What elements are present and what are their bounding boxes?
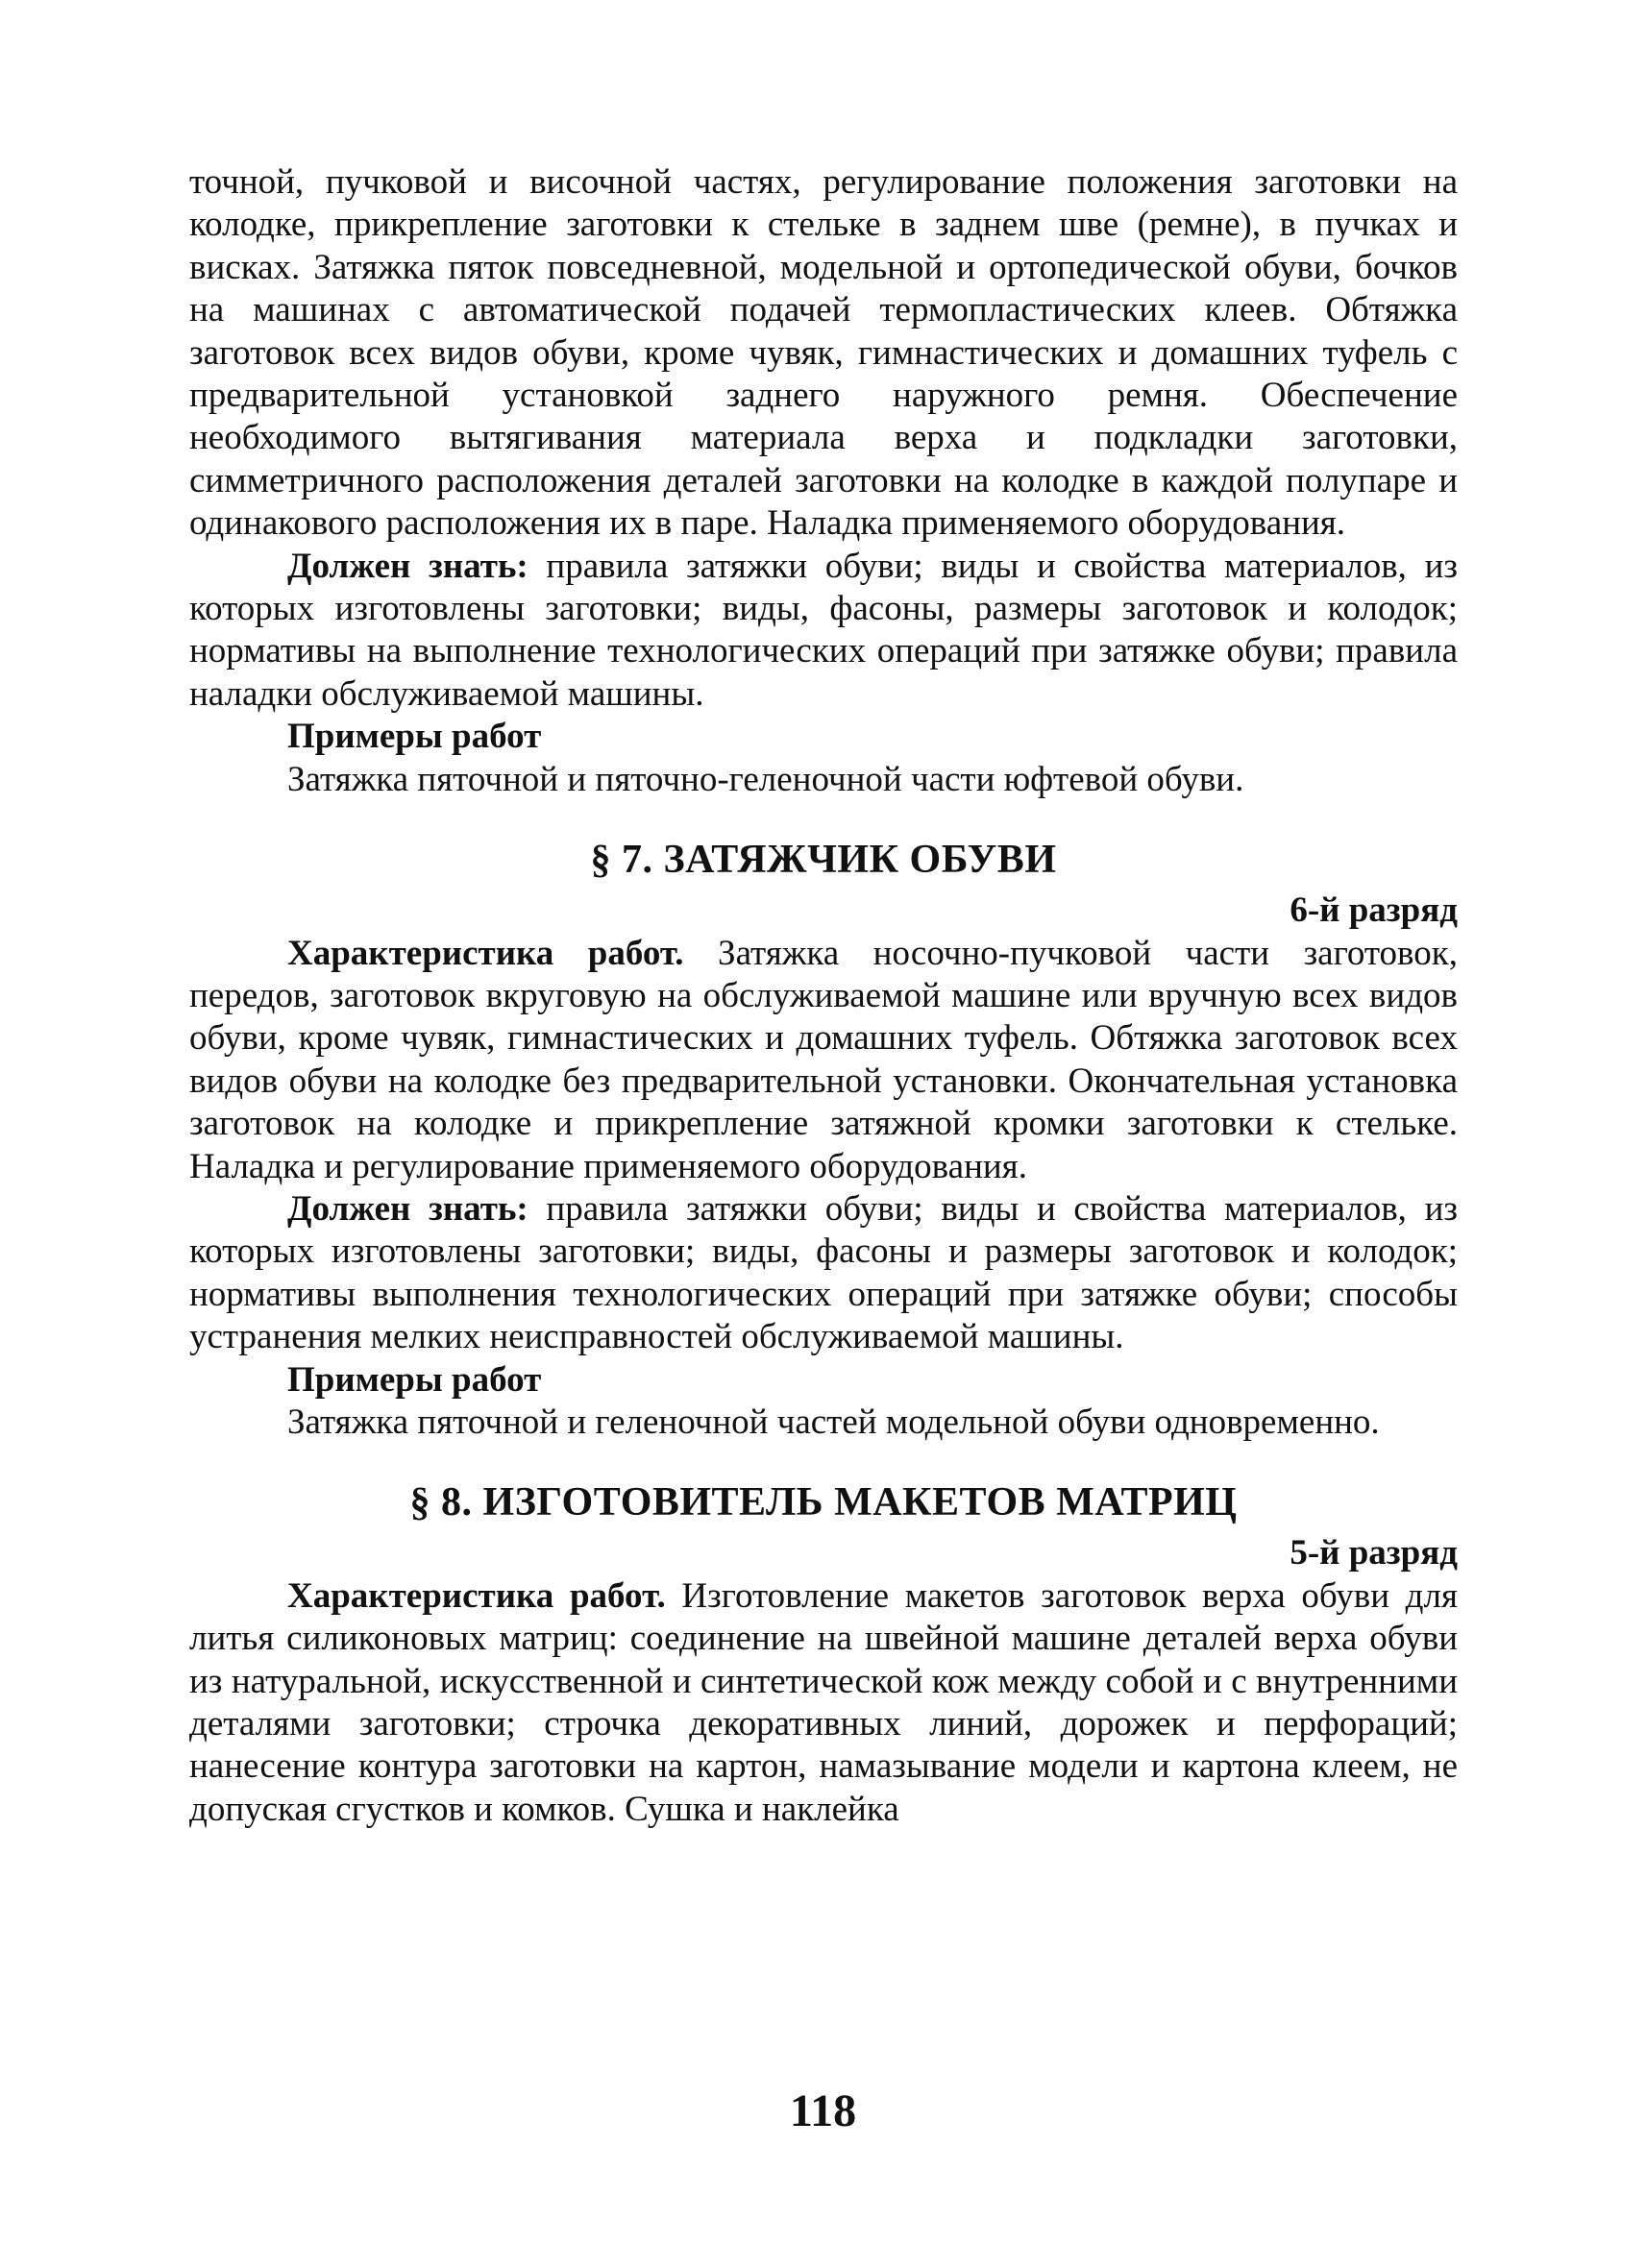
section-8-characteristics <box>189 1575 1458 1831</box>
section-7-characteristics <box>189 933 1458 1188</box>
characteristics-label: Характеристика работ. <box>287 933 684 973</box>
page-content <box>189 161 1458 1831</box>
section-7-grade: 6-й разряд <box>1290 890 1458 931</box>
examples-heading: Примеры работ <box>287 717 542 757</box>
must-know-text: правила затяжки обуви; виды и свойства материалов, из которых изготовлены заготовки; виды, фасоны и размеры заготовок и колодок; нормативы выполнения технологических операций при затяжке обуви; способы устранения мелких неисправностей обслуживаемой машины. <box>189 1188 1459 1357</box>
characteristics-label: Характеристика работ. <box>287 1575 666 1616</box>
section-8-title: § 8. ИЗГОТОВИТЕЛЬ МАКЕТОВ МАТРИЦ <box>409 1480 1238 1525</box>
section-7-examples-text: Затяжка пяточной и геленочной частей модельной обуви одновременно. <box>287 1402 1380 1442</box>
section-8-grade: 5-й разряд <box>1290 1533 1458 1573</box>
characteristics-text: Затяжка носочно-пучковой части заготовок, передов, заготовок вкруговую на обслуживаемой машине или вручную всех видов обуви, кроме чувяк, гимнастических и домашних туфель. Обтяжка заготовок всех видов обуви на колодке без предварительной установки. Окончательная установка заготовок на колодке и прикрепление затяжной кромки заготовки к стельке. Наладка и регулирование применяемого оборудования. <box>189 933 1458 1186</box>
page-number: 118 <box>789 2085 857 2136</box>
section-7-must-know <box>189 1188 1458 1359</box>
must-know-label: Должен знать: <box>287 1188 528 1229</box>
section-7-title: § 7. ЗАТЯЖЧИК ОБУВИ <box>590 838 1057 883</box>
must-know-paragraph <box>189 546 1458 717</box>
characteristics-text: Изготовление макетов заготовок верха обуви для литья силиконовых матриц: соединение на швейной машине деталей верха обуви из натуральной, искусственной и синтетической кож между собой и с внутренними деталями заготовки; строчка декоративных линий, дорожек и перфораций; нанесение контура заготовки на картон, намазывание модели и картона клеем, не допуская сгустков и комков. Сушка и наклейка <box>189 1575 1458 1829</box>
must-know-label: Должен знать: <box>287 546 528 586</box>
must-know-text: правила затяжки обуви; виды и свойства материалов, из которых изготовлены заготовки; виды, фасоны, размеры заготовок и колодок; нормативы на выполнение технологических операций при затяжке обуви; правила наладки обслуживаемой машины. <box>189 546 1459 714</box>
intro-paragraph: точной, пучковой и височной частях, регулирование положения заготовки на колодке, прикрепление заготовки к стельке в заднем шве (ремне), в пучках и висках. Затяжка пяток повседневной, модельной и ортопедической обуви, бочков на машинах с автоматической подачей термопластических клеев. Обтяжка заготовок всех видов обуви, кроме чувяк, гимнастических и домашних туфель с предварительной установкой заднего наружного ремня. Обеспечение необходимого вытягивания материала верха и подкладки заготовки, симметричного расположения деталей заготовки на колодке в каждой полупаре и одинакового расположения их в паре. Наладка применяемого оборудования. <box>189 162 1458 544</box>
examples-text: Затяжка пяточной и пяточно-геленочной части юфтевой обуви. <box>287 759 1244 799</box>
section-7-examples-heading: Примеры работ <box>287 1359 542 1400</box>
